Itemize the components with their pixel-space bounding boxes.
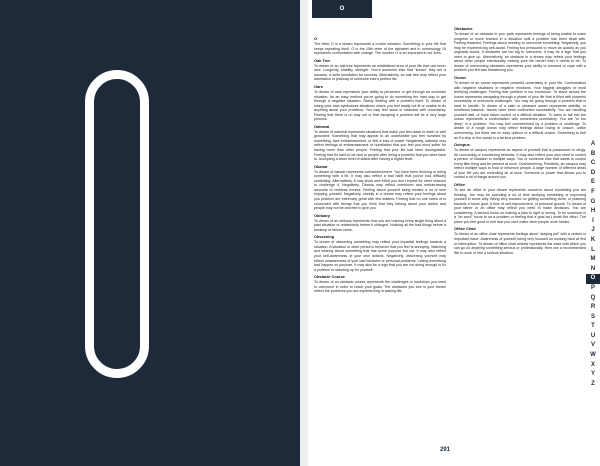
entry-body: The letter O is a dream represents a cookie situation. Something in your life that keeps repeating itself. O is the 15th letter of the alphabet and in numerology 15 represents confrontation with change. The number O is an important in our lives. (314, 42, 446, 56)
alphabet-letter-e[interactable]: E (590, 179, 595, 186)
alphabet-letter-h[interactable]: H (590, 208, 596, 215)
entry-body: To dream of an obstacle course represents the challenges or hardships you need to overcome in order to reach your goals. The obstacles you see in your dream reflect the problems you are experiencing in waking life. (314, 280, 446, 294)
alphabet-letter-a[interactable]: A (590, 141, 596, 147)
alphabet-letter-w[interactable]: W (590, 352, 596, 359)
entry-body: To dream of an obstacle in your path represents feelings of being unable to make progress or move forward in a situation until a problem has been dealt with. Feeling thwarted. Feelings about needing to overcome something. Negatively, you may be experiencing self-doubt. Feeling too pressured to move as quickly as you originally would. If obstacles are too big to overcome, it may be a sign that you need to give up. Alternatively, an obstacle in a dream may reflect your feelings about other people intentionally making your life harder than it needs to be. To dream of overcoming obstacles represents your ability to succeed or cope with a problem you felt was threatening you. (454, 32, 586, 73)
entry-body: To dream of barack represents overachievement. You have been thinking or doing something with a bit. It may also reflect a bad habit that you've had difficulty controlling. Alternatively, it may show new effort you don't expect for other reasons to challenge it. Negatively, Obama may reflect overblown and embarrassing amounts of reckless excess. Feeling about yourself being treated a lot of time enjoying yourself. Negatively, obesity in a dream may reflect your feelings about you problem are extremely great with few leaders. Feeling that no one cares or is concerned with beings that you think that they belong about your tactics and people may not be and feel to give you. (314, 169, 446, 211)
alphabet-letter-c[interactable]: C (590, 160, 596, 167)
section-tab: O (312, 0, 372, 18)
entry-body: To dream of an obituary represents how you are noticing every single thing about a past situation or relationship before it changed. Noticing all the bad things before a breakup or failure came. (314, 218, 446, 232)
entry-title: Office (454, 182, 466, 187)
alphabet-letter-y[interactable]: Y (590, 371, 595, 378)
entry-body: To see an office in your dream represents concerns about something you are thinking. You may be spending a lot of time studying something or improving yourself in some way. Being very focused on getting something done, or planning towards a future goal. A time of self-improvement, or personal growth. To dream of your father or an office may reflect you need to make decisions. You are considering. A serious focus on making a plan to right or wrong. To be someone in a "do work" focus to on a problem or feeling that a goal isn't worth the effort. The place you feel good or feel that you can't make other people work harder. (454, 188, 586, 224)
entry-body: To dream of an ocean represents powerful uncertainty in your life. Confrontation with negative situations or negative emotions. Your biggest struggles or most terrifying challenges. Feeling that problem is too enormous. To stand across the ocean represents navigating through a phase of your life that is filled with powerful uncertainty or enormous challenges. You may be going through a problem that is hard to handle. To dream of a calm or pleasant ocean represents stability, or emotional balance. Issues have been confronted successfully. You are handling yourself well, or have taken control of a difficult situation. To swim or fall into the ocean represents a confrontation with sometimes uncertainty. You are "in too deep" in a problem. You may feel overwhelmed by a problem or challenge. To dream of a rough ocean may reflect feelings about losing or unsure, unlike overcoming, but there are no easy options or a difficult choice. Something to feel as if a ship or the ocean is a serious problem. (454, 81, 586, 140)
alphabet-index (586, 140, 600, 389)
entry-title: Obstacle Course (314, 274, 345, 280)
alphabet-letter-v[interactable]: V (590, 342, 595, 349)
alphabet-letter-r[interactable]: R (590, 304, 596, 311)
alphabet-letter-x[interactable]: X (590, 361, 595, 368)
alphabet-letter-p[interactable]: P (590, 284, 595, 291)
entry-body: To dream of oatmeal represents situations that make you feel down to earth or well grounded. Something that may appear to an undesirable you feel humbled by something, face embarrassment, or feel a loss of power. Negatively, oatmeal may reflect feelings of embarrassment or humiliation that you feel you must suffer for having more than other people. Feeling that your life has been downgraded. Feeling that it's hard to be nice to people after being a powerful that you were back to. Accepting a lower level of status after having a higher level. (314, 129, 446, 162)
entry-title: Office Chair (454, 226, 477, 232)
alphabet-letter-t[interactable]: T (591, 323, 595, 330)
alphabet-letter-u[interactable]: U (590, 332, 596, 339)
entry-body: To dream of obscening something may reflect your impartial feelings towards a situation. A situation or other person's behavior that you feel is annoying. Watching and hearing about something that has some purpose but not. It may also reflect your self-awareness of your own actions. Negatively, obscening yourself may reflect unawareness of your bad behavior or personal problems. Letting something bad happen on purpose. It may also be a sign that you are not doing enough to fix a problem or standing up for yourself. (314, 240, 446, 272)
alphabet-letter-m[interactable]: M (590, 256, 596, 263)
page-gutter (300, 0, 308, 466)
alphabet-letter-z[interactable]: Z (591, 380, 595, 387)
entry-title: Obscening (314, 234, 335, 240)
alphabet-letter-o[interactable]: O (586, 274, 600, 284)
alphabet-letter-s[interactable]: S (590, 313, 595, 320)
entry-body: To dream of an oak tree represents an established area of your life that can never lose. Longevity, stability, strength. You're someone else that "knows" they are a success. A solid foundation for success. Alternatively, an oak tree may reflect your admiration or jealousy of someone else's perfect life. (314, 63, 446, 82)
entry-body: To dream of an office chair represents feelings about "staying put" with a certain or important issue. Awareness of yourself being very focused on working hard at first or interruption. To dream of office chair wheels represents the ease with which you can go do anything something serious or professionally. Here are a recommended like to work or feel a serious situation. (454, 232, 586, 255)
alphabet-letter-g[interactable]: G (590, 198, 596, 205)
entry-title: O (314, 36, 318, 41)
entry-body: To dream of octopus represents an aspect of yourself that is possessive or clingy. All consuming or smothering behavior. It may also reflect your own need to control a person or situation in multiple ways. You or someone else that wants to control every little thing and be present at once. Overwhelming. Positively, an octopus may reflect multiple ways to hold or influence people. A large number of different areas of your life you are controlling all at once. Someone or power that allows you to control a lot of things around you. (454, 148, 586, 180)
entry-title: Octopus (454, 142, 470, 148)
entries-column-2 (454, 24, 586, 312)
entries-column-1 (314, 34, 446, 458)
alphabet-letter-q[interactable]: Q (590, 294, 596, 301)
alphabet-letter-n[interactable]: N (590, 265, 596, 272)
alphabet-letter-d[interactable]: D (590, 169, 596, 176)
alphabet-letter-j[interactable]: J (591, 227, 595, 234)
entry-body: To dream of oars represents your ability to persevere or get through an uncertain situation. As an easy method you're going to do something the hard way to get through a negative situation. Slowly dealing with a problem itself. To dream of losing your oars symbolizes situations where you feel totally not fit or unable to do anything about your problems. You may feel stuck or stranded with uncertainty. Feeling that there is no way out or that escaping a problem will be a very large process. (314, 89, 446, 122)
entry-title: Oars (314, 83, 323, 89)
entry-title: Ocean (454, 74, 466, 80)
entry-title: Oak Tree (314, 57, 331, 63)
entry-title: Obituary (314, 212, 330, 218)
page-number: 291 (440, 447, 451, 453)
alphabet-letter-l[interactable]: L (591, 246, 595, 253)
entry-title: Oatmeal (314, 123, 330, 129)
hero-letter-o (85, 70, 149, 378)
alphabet-letter-f[interactable]: F (591, 188, 595, 195)
alphabet-letter-b[interactable]: B (590, 150, 596, 157)
alphabet-letter-i[interactable]: I (592, 217, 594, 224)
alphabet-letter-k[interactable]: K (590, 236, 596, 243)
entry-title: Obstacles (454, 26, 473, 31)
entry-title: Obama (314, 163, 328, 169)
